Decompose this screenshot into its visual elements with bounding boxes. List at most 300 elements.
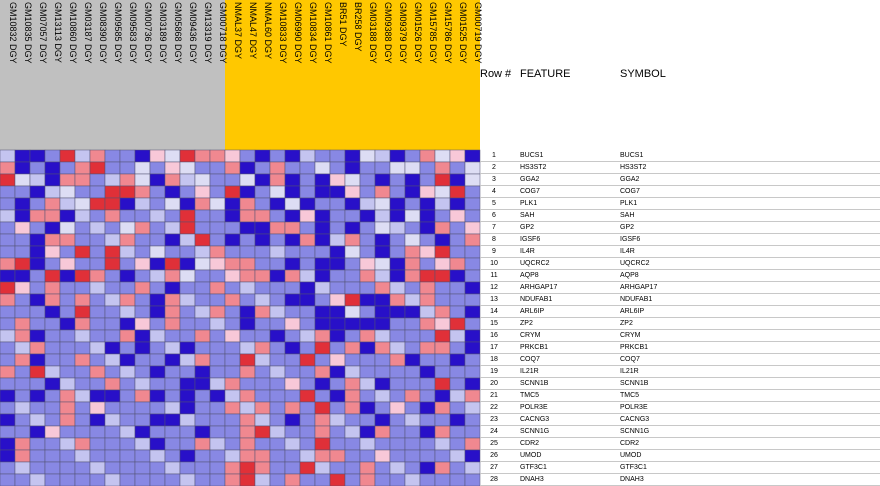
- heatmap-cell: [150, 270, 165, 282]
- heatmap-cell: [435, 318, 450, 330]
- heatmap-cell: [0, 222, 15, 234]
- heatmap-cell: [60, 150, 75, 162]
- heatmap-cell: [15, 342, 30, 354]
- heatmap-cell: [120, 462, 135, 474]
- heatmap-cell: [345, 186, 360, 198]
- sample-label: GM10832 DGY: [8, 2, 18, 64]
- heatmap-cell: [450, 150, 465, 162]
- heatmap-cell: [195, 306, 210, 318]
- heatmap-cell: [60, 318, 75, 330]
- heatmap-cell: [180, 450, 195, 462]
- heatmap-cell: [0, 438, 15, 450]
- heatmap-cell: [225, 258, 240, 270]
- heatmap-cell: [360, 258, 375, 270]
- heatmap-cell: [450, 294, 465, 306]
- heatmap-cell: [105, 366, 120, 378]
- heatmap-cell: [225, 210, 240, 222]
- feature-cell: NDUFAB1: [520, 296, 553, 303]
- heatmap-cell: [450, 330, 465, 342]
- row-number: 4: [492, 188, 496, 195]
- feature-cell: ZP2: [520, 320, 533, 327]
- heatmap-cell: [405, 342, 420, 354]
- table-row: [480, 450, 880, 462]
- heatmap-cell: [285, 174, 300, 186]
- heatmap-cell: [450, 222, 465, 234]
- heatmap-cell: [345, 402, 360, 414]
- symbol-cell: ARL6IP: [620, 308, 645, 315]
- heatmap-cell: [360, 354, 375, 366]
- heatmap-cell: [225, 378, 240, 390]
- heatmap-cell: [360, 294, 375, 306]
- heatmap-cell: [375, 222, 390, 234]
- heatmap-cell: [345, 474, 360, 486]
- heatmap-cell: [135, 318, 150, 330]
- heatmap-cell: [300, 186, 315, 198]
- heatmap-cell: [450, 186, 465, 198]
- heatmap-cell: [285, 474, 300, 486]
- heatmap-cell: [225, 366, 240, 378]
- heatmap-cell: [30, 402, 45, 414]
- heatmap-cell: [345, 438, 360, 450]
- heatmap-cell: [405, 210, 420, 222]
- heatmap-cell: [45, 330, 60, 342]
- heatmap-cell: [45, 474, 60, 486]
- heatmap-cell: [255, 402, 270, 414]
- heatmap-cell: [75, 174, 90, 186]
- header-feature: FEATURE: [520, 68, 571, 80]
- heatmap-cell: [270, 234, 285, 246]
- heatmap-cell: [405, 414, 420, 426]
- heatmap-cell: [180, 402, 195, 414]
- heatmap-cell: [120, 330, 135, 342]
- feature-cell: IL4R: [520, 248, 535, 255]
- heatmap-cell: [210, 174, 225, 186]
- heatmap-cell: [75, 438, 90, 450]
- symbol-cell: IGSF6: [620, 236, 641, 243]
- sample-label: GM13319 DGY: [203, 2, 213, 64]
- heatmap-cell: [165, 210, 180, 222]
- heatmap-cell: [360, 450, 375, 462]
- heatmap-cell: [285, 294, 300, 306]
- heatmap-cell: [240, 234, 255, 246]
- heatmap-cell: [165, 306, 180, 318]
- heatmap-cell: [285, 390, 300, 402]
- heatmap-cell: [360, 210, 375, 222]
- heatmap-cell: [405, 474, 420, 486]
- heatmap-cell: [0, 450, 15, 462]
- heatmap-cell: [330, 234, 345, 246]
- heatmap-cell: [195, 474, 210, 486]
- heatmap-cell: [420, 474, 435, 486]
- heatmap-cell: [435, 306, 450, 318]
- heatmap-cell: [180, 162, 195, 174]
- heatmap-cell: [105, 234, 120, 246]
- heatmap-cell: [390, 306, 405, 318]
- heatmap-cell: [45, 150, 60, 162]
- heatmap-cell: [195, 246, 210, 258]
- heatmap-cell: [375, 390, 390, 402]
- row-number: 25: [490, 440, 498, 447]
- heatmap-cell: [225, 462, 240, 474]
- heatmap-cell: [210, 162, 225, 174]
- heatmap-cell: [420, 390, 435, 402]
- heatmap-cell: [120, 150, 135, 162]
- heatmap-cell: [150, 330, 165, 342]
- heatmap-cell: [225, 318, 240, 330]
- symbol-cell: PLK1: [620, 200, 638, 207]
- heatmap-cell: [90, 174, 105, 186]
- heatmap-cell: [255, 474, 270, 486]
- heatmap-cell: [450, 282, 465, 294]
- heatmap-cell: [360, 246, 375, 258]
- heatmap-cell: [240, 474, 255, 486]
- heatmap-cell: [255, 366, 270, 378]
- heatmap-cell: [300, 234, 315, 246]
- heatmap-cell: [225, 342, 240, 354]
- heatmap-cell: [270, 414, 285, 426]
- heatmap-cell: [180, 318, 195, 330]
- heatmap-cell: [330, 150, 345, 162]
- heatmap-cell: [315, 294, 330, 306]
- heatmap-cell: [255, 378, 270, 390]
- feature-cell: AQP8: [520, 272, 539, 279]
- heatmap-cell: [15, 258, 30, 270]
- heatmap-cell: [375, 318, 390, 330]
- table-row: [480, 330, 880, 342]
- row-number: 7: [492, 224, 496, 231]
- heatmap-cell: [465, 354, 480, 366]
- heatmap-cell: [270, 270, 285, 282]
- heatmap-cell: [120, 162, 135, 174]
- heatmap-cell: [75, 246, 90, 258]
- heatmap-cell: [0, 174, 15, 186]
- heatmap-cell: [180, 282, 195, 294]
- heatmap-cell: [165, 234, 180, 246]
- heatmap-cell: [255, 318, 270, 330]
- heatmap-cell: [30, 378, 45, 390]
- heatmap-cell: [465, 414, 480, 426]
- table-row: [480, 402, 880, 414]
- heatmap-cell: [270, 258, 285, 270]
- heatmap-cell: [360, 438, 375, 450]
- heatmap-cell: [210, 222, 225, 234]
- heatmap-cell: [165, 402, 180, 414]
- heatmap-cell: [345, 246, 360, 258]
- heatmap-cell: [210, 462, 225, 474]
- heatmap-cell: [300, 474, 315, 486]
- heatmap-cell: [60, 342, 75, 354]
- feature-cell: COG7: [520, 188, 540, 195]
- heatmap-cell: [225, 150, 240, 162]
- heatmap-cell: [0, 462, 15, 474]
- heatmap-cell: [345, 294, 360, 306]
- heatmap-cell: [225, 426, 240, 438]
- heatmap-cell: [30, 282, 45, 294]
- table-row: [480, 354, 880, 366]
- heatmap-cell: [270, 306, 285, 318]
- heatmap-cell: [390, 426, 405, 438]
- heatmap-cell: [390, 294, 405, 306]
- heatmap-cell: [195, 186, 210, 198]
- sample-label: GM09585 DGY: [113, 2, 123, 64]
- heatmap-cell: [420, 342, 435, 354]
- heatmap-cell: [150, 402, 165, 414]
- heatmap-cell: [465, 162, 480, 174]
- heatmap-cell: [0, 150, 15, 162]
- heatmap-cell: [255, 198, 270, 210]
- heatmap-cell: [165, 330, 180, 342]
- heatmap-cell: [330, 438, 345, 450]
- heatmap-cell: [270, 354, 285, 366]
- heatmap-cell: [135, 222, 150, 234]
- heatmap-cell: [300, 282, 315, 294]
- heatmap-cell: [420, 258, 435, 270]
- heatmap-cell: [285, 162, 300, 174]
- heatmap-cell: [60, 390, 75, 402]
- heatmap-cell: [285, 462, 300, 474]
- heatmap-cell: [210, 306, 225, 318]
- heatmap-cell: [135, 258, 150, 270]
- heatmap-cell: [30, 426, 45, 438]
- heatmap-cell: [375, 246, 390, 258]
- heatmap-cell: [75, 162, 90, 174]
- heatmap-cell: [0, 330, 15, 342]
- heatmap-cell: [240, 246, 255, 258]
- row-number: 23: [490, 416, 498, 423]
- row-number: 22: [490, 404, 498, 411]
- heatmap-cell: [120, 210, 135, 222]
- heatmap-cell: [390, 450, 405, 462]
- heatmap-cell: [240, 462, 255, 474]
- table-row: [480, 282, 880, 294]
- heatmap-cell: [75, 210, 90, 222]
- heatmap-cell: [15, 222, 30, 234]
- heatmap-cell: [270, 210, 285, 222]
- sample-label: BR258 DGY: [353, 2, 363, 52]
- heatmap-cell: [210, 234, 225, 246]
- heatmap-cell: [45, 234, 60, 246]
- heatmap-cell: [0, 246, 15, 258]
- table-row: [480, 414, 880, 426]
- heatmap-cell: [45, 354, 60, 366]
- heatmap-cell: [285, 414, 300, 426]
- heatmap-cell: [240, 366, 255, 378]
- heatmap-cell: [345, 258, 360, 270]
- heatmap-cell: [420, 162, 435, 174]
- heatmap-cell: [360, 234, 375, 246]
- sample-label: GM09379 DGY: [398, 2, 408, 64]
- heatmap-cell: [420, 378, 435, 390]
- heatmap-cell: [300, 354, 315, 366]
- heatmap-cell: [375, 438, 390, 450]
- heatmap-cell: [120, 426, 135, 438]
- heatmap-cell: [360, 474, 375, 486]
- symbol-cell: AQP8: [620, 272, 639, 279]
- row-number: 13: [490, 296, 498, 303]
- heatmap-cell: [225, 246, 240, 258]
- heatmap-cell: [150, 246, 165, 258]
- symbol-cell: CDR2: [620, 440, 640, 447]
- heatmap-cell: [15, 438, 30, 450]
- sample-label: GM13113 DGY: [53, 2, 63, 63]
- heatmap-cell: [180, 210, 195, 222]
- sample-label: GM01525 DGY: [458, 2, 468, 64]
- heatmap-cell: [75, 186, 90, 198]
- heatmap-cell: [180, 438, 195, 450]
- heatmap-cell: [270, 342, 285, 354]
- heatmap-cell: [420, 414, 435, 426]
- heatmap-cell: [135, 438, 150, 450]
- heatmap-cell: [195, 198, 210, 210]
- heatmap-cell: [300, 450, 315, 462]
- heatmap-cell: [240, 450, 255, 462]
- heatmap-cell: [90, 450, 105, 462]
- sample-label: GM09436 DGY: [188, 2, 198, 64]
- heatmap-cell: [390, 210, 405, 222]
- heatmap-cell: [345, 378, 360, 390]
- heatmap-cell: [465, 402, 480, 414]
- heatmap-cell: [15, 270, 30, 282]
- heatmap-cell: [90, 282, 105, 294]
- heatmap-cell: [450, 438, 465, 450]
- heatmap-cell: [120, 222, 135, 234]
- heatmap-cell: [75, 390, 90, 402]
- table-row: [480, 234, 880, 246]
- heatmap-cell: [330, 186, 345, 198]
- heatmap-cell: [285, 366, 300, 378]
- heatmap-cell: [375, 366, 390, 378]
- heatmap-cell: [195, 174, 210, 186]
- heatmap-cell: [465, 174, 480, 186]
- row-number: 24: [490, 428, 498, 435]
- heatmap-cell: [15, 198, 30, 210]
- heatmap-cell: [135, 270, 150, 282]
- heatmap-cell: [210, 438, 225, 450]
- table-row: [480, 294, 880, 306]
- heatmap-cell: [120, 186, 135, 198]
- sample-label: GM00736 DGY: [143, 2, 153, 64]
- feature-cell: SAH: [520, 212, 535, 219]
- heatmap-cell: [450, 474, 465, 486]
- heatmap-cell: [345, 210, 360, 222]
- sample-label: GM15785 DGY: [428, 2, 438, 64]
- heatmap-cell: [285, 426, 300, 438]
- heatmap-cell: [90, 258, 105, 270]
- heatmap-cell: [345, 450, 360, 462]
- feature-cell: POLR3E: [520, 404, 548, 411]
- heatmap-cell: [135, 246, 150, 258]
- heatmap-cell: [15, 474, 30, 486]
- heatmap-cell: [15, 294, 30, 306]
- heatmap-cell: [315, 198, 330, 210]
- table-row: [480, 270, 880, 282]
- heatmap-cell: [345, 462, 360, 474]
- heatmap-cell: [405, 174, 420, 186]
- heatmap-cell: [255, 222, 270, 234]
- heatmap-cell: [15, 462, 30, 474]
- heatmap-cell: [285, 306, 300, 318]
- heatmap-cell: [360, 150, 375, 162]
- heatmap-cell: [330, 354, 345, 366]
- heatmap-cell: [180, 426, 195, 438]
- heatmap-cell: [465, 306, 480, 318]
- row-number: 9: [492, 248, 496, 255]
- heatmap-cell: [270, 450, 285, 462]
- table-row: [480, 366, 880, 378]
- sample-label: GM03189 DGY: [158, 2, 168, 64]
- heatmap-cell: [435, 174, 450, 186]
- heatmap-cell: [165, 186, 180, 198]
- heatmap-cell: [285, 150, 300, 162]
- row-number: 11: [490, 272, 498, 279]
- heatmap-cell: [30, 390, 45, 402]
- heatmap-cell: [345, 330, 360, 342]
- heatmap-cell: [330, 474, 345, 486]
- heatmap-cell: [150, 378, 165, 390]
- heatmap-cell: [270, 282, 285, 294]
- heatmap-cell: [105, 426, 120, 438]
- feature-cell: CDR2: [520, 440, 540, 447]
- heatmap-cell: [330, 402, 345, 414]
- heatmap-cell: [360, 366, 375, 378]
- heatmap-cell: [30, 234, 45, 246]
- heatmap-cell: [75, 402, 90, 414]
- heatmap-cell: [105, 150, 120, 162]
- heatmap-cell: [375, 354, 390, 366]
- heatmap-cell: [180, 258, 195, 270]
- feature-cell: SCNN1B: [520, 380, 549, 387]
- heatmap-cell: [15, 402, 30, 414]
- row-number: 3: [492, 176, 496, 183]
- heatmap-cell: [45, 222, 60, 234]
- heatmap-cell: [285, 342, 300, 354]
- heatmap-cell: [270, 474, 285, 486]
- heatmap-cell: [390, 174, 405, 186]
- row-number: 28: [490, 476, 498, 483]
- heatmap-cell: [285, 246, 300, 258]
- sample-label: GM09388 DGY: [383, 2, 393, 64]
- row-number: 18: [490, 356, 498, 363]
- heatmap-cell: [300, 294, 315, 306]
- row-number: 27: [490, 464, 498, 471]
- symbol-cell: COG7: [620, 188, 640, 195]
- heatmap-cell: [420, 306, 435, 318]
- heatmap-cell: [420, 462, 435, 474]
- heatmap-cell: [285, 186, 300, 198]
- heatmap-cell: [300, 462, 315, 474]
- heatmap-cell: [285, 270, 300, 282]
- heatmap-cell: [405, 330, 420, 342]
- heatmap-cell: [390, 258, 405, 270]
- heatmap-cell: [165, 414, 180, 426]
- symbol-cell: CACNG3: [620, 416, 650, 423]
- heatmap-cell: [435, 438, 450, 450]
- table-row: [480, 174, 880, 186]
- symbol-cell: ARHGAP17: [620, 284, 658, 291]
- heatmap-cell: [375, 450, 390, 462]
- table-row: [480, 150, 880, 162]
- heatmap-cell: [0, 378, 15, 390]
- heatmap-cell: [315, 354, 330, 366]
- heatmap-cell: [300, 318, 315, 330]
- heatmap-cell: [195, 402, 210, 414]
- heatmap-cell: [300, 162, 315, 174]
- heatmap-cell: [75, 366, 90, 378]
- sample-label: GM00718 DGY: [218, 2, 228, 64]
- heatmap-cell: [15, 174, 30, 186]
- heatmap-cell: [135, 450, 150, 462]
- heatmap-cell: [60, 222, 75, 234]
